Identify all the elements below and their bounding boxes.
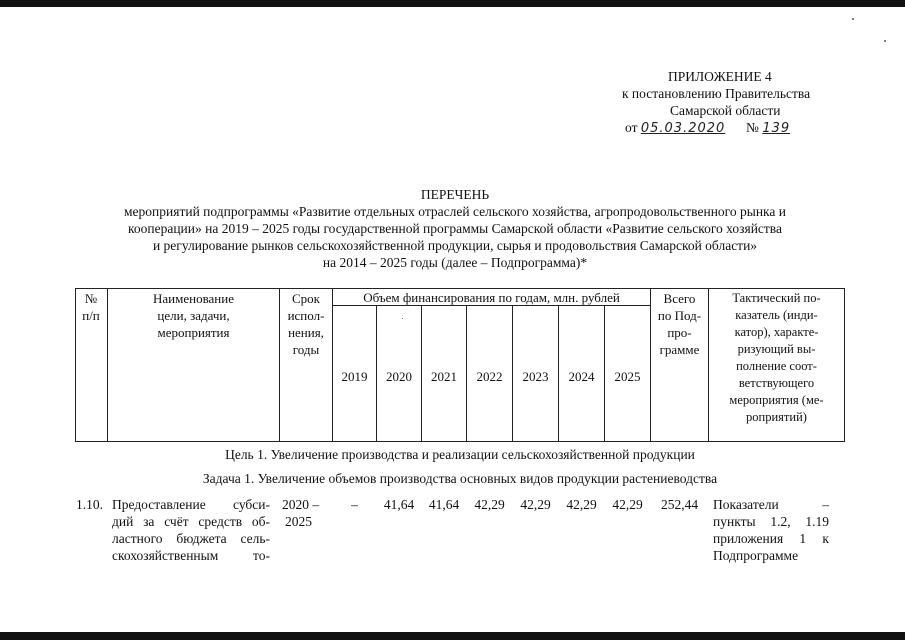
heading-line: кооперации» на 2019 – 2025 годы государственной программы Самарской области «Развитие сельского хозяйства bbox=[128, 221, 782, 236]
header-term-line: Срок bbox=[292, 291, 320, 306]
table-border-bottom bbox=[75, 441, 845, 442]
document-heading bbox=[60, 186, 850, 271]
row-value-2019: – bbox=[351, 497, 358, 512]
header-total bbox=[651, 290, 708, 358]
header-term-line: нения, bbox=[288, 325, 324, 340]
row-value-2025: 42,29 bbox=[612, 497, 643, 512]
header-finance: Объем финансирования по годам, млн. рублей bbox=[363, 290, 620, 305]
row-term-line: 2020 – bbox=[282, 497, 320, 512]
header-indicator-line: полнение соот- bbox=[736, 359, 817, 373]
row-value-2022: 42,29 bbox=[474, 497, 505, 512]
header-total-line: грамме bbox=[659, 342, 700, 357]
header-num-line: п/п bbox=[82, 308, 100, 323]
header-total-line: по Под- bbox=[657, 308, 702, 323]
decree-date: 05.03.2020 bbox=[640, 121, 726, 136]
header-total-line: Всего bbox=[663, 291, 696, 306]
appendix-region-line: Самарской области bbox=[670, 103, 781, 118]
row-indicator-line: приложения 1 к bbox=[713, 531, 829, 546]
header-year: 2020 bbox=[386, 369, 412, 384]
header-indicator-line: роприятий) bbox=[746, 410, 807, 424]
row-name bbox=[112, 496, 270, 564]
header-total-line: про- bbox=[667, 325, 692, 340]
header-year: 2025 bbox=[614, 369, 641, 384]
row-term-line: 2025 bbox=[285, 514, 312, 529]
row-term bbox=[282, 496, 332, 530]
goal-row: Цель 1. Увеличение производства и реализации сельскохозяйственной продукции bbox=[225, 447, 695, 462]
row-indicator-line: пункты 1.2, 1.19 bbox=[713, 514, 829, 529]
header-num-line: № bbox=[84, 291, 98, 306]
row-name-line: дий за счёт средств об- bbox=[112, 514, 270, 529]
row-value-2024: 42,29 bbox=[566, 497, 597, 512]
appendix-decree-line: к постановлению Правительства bbox=[622, 86, 811, 101]
table-header bbox=[75, 288, 845, 442]
heading-line: мероприятий подпрограммы «Развитие отдельных отраслей сельского хозяйства, агропродовольственного рынка и bbox=[124, 204, 786, 219]
row-value-2023: 42,29 bbox=[520, 497, 551, 512]
header-year: 2021 bbox=[431, 369, 457, 384]
header-num bbox=[75, 290, 107, 324]
from-label: от bbox=[625, 120, 638, 135]
header-term-line: испол- bbox=[287, 308, 325, 323]
header-indicator-line: ризующий вы- bbox=[737, 342, 816, 356]
table-border-right bbox=[844, 288, 845, 442]
col-divider bbox=[332, 288, 333, 442]
decree-number: 139 bbox=[762, 121, 791, 136]
appendix-date-line bbox=[625, 119, 790, 137]
row-name-line: ластного бюджета сель- bbox=[112, 531, 270, 546]
header-name-line: мероприятия bbox=[157, 325, 230, 340]
row-indicator-line: Подпрограмме bbox=[713, 548, 799, 563]
heading-line: на 2014 – 2025 годы (далее – Подпрограмма)* bbox=[322, 255, 588, 270]
row-indicator-line: Показатели – bbox=[713, 497, 829, 512]
row-name-line: скохозяйственным то- bbox=[112, 548, 270, 563]
heading-line: и регулирование рынков сельскохозяйственной продукции, сырья и продовольствия Самарской области» bbox=[152, 238, 758, 253]
row-indicator bbox=[713, 496, 829, 564]
header-year: 2022 bbox=[476, 369, 503, 384]
row-value-2020: 41,64 bbox=[383, 497, 415, 512]
row-total: 252,44 bbox=[660, 497, 699, 512]
header-year: 2019 bbox=[341, 369, 368, 384]
header-indicator-line: ветствующего bbox=[738, 376, 815, 390]
row-value-2021: 41,64 bbox=[428, 497, 460, 512]
header-year: 2023 bbox=[522, 369, 549, 384]
task-row: Задача 1. Увеличение объемов производства основных видов продукции растениеводства bbox=[202, 471, 718, 486]
row-num: 1.10. bbox=[76, 497, 103, 512]
header-term bbox=[280, 290, 332, 358]
number-label: № bbox=[746, 120, 759, 135]
header-name-line: Наименование bbox=[153, 291, 234, 306]
row-name-line: Предоставление субси- bbox=[112, 497, 270, 512]
header-indicator-line: Тактический по- bbox=[732, 291, 821, 305]
scan-border-bottom bbox=[0, 632, 905, 640]
scan-speck bbox=[852, 18, 854, 20]
header-name-line: цели, задачи, bbox=[157, 308, 230, 323]
header-indicator bbox=[709, 290, 844, 426]
header-name bbox=[108, 290, 279, 341]
header-indicator-line: катор), характе- bbox=[734, 325, 819, 339]
header-year: 2024 bbox=[568, 369, 595, 384]
scan-border-top bbox=[0, 0, 905, 7]
appendix-title: ПРИЛОЖЕНИЕ 4 bbox=[668, 69, 772, 84]
header-indicator-line: казатель (инди- bbox=[735, 308, 818, 322]
scan-speck bbox=[884, 40, 886, 42]
header-term-line: годы bbox=[292, 342, 320, 357]
heading-title: ПЕРЕЧЕНЬ bbox=[420, 187, 490, 202]
header-indicator-line: мероприятия (ме- bbox=[729, 393, 824, 407]
